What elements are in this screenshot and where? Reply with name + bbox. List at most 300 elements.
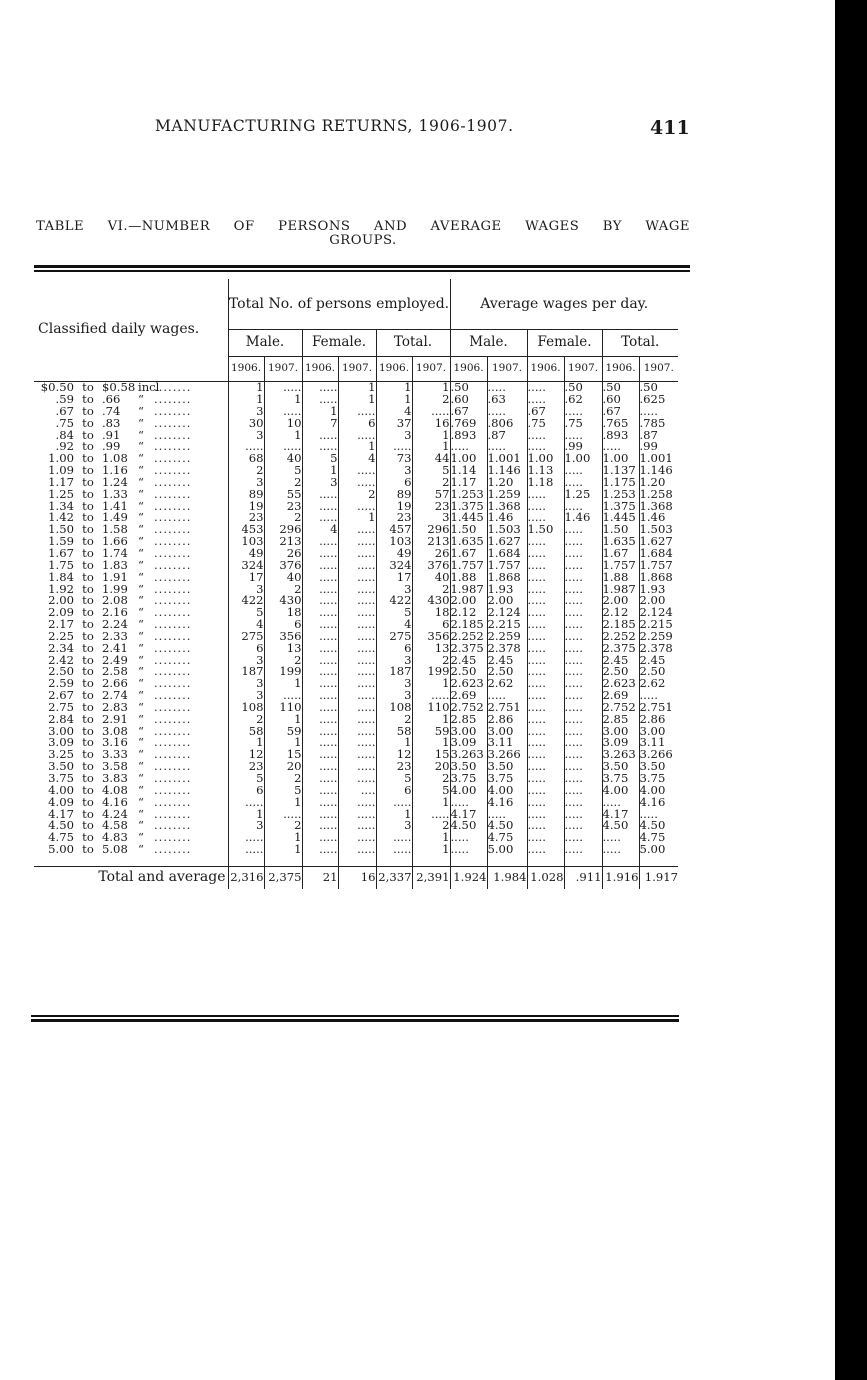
cell-pf6: ..... bbox=[302, 678, 338, 690]
cell-pt6: 73 bbox=[376, 453, 412, 465]
wage-range bbox=[34, 595, 228, 607]
cell-wt7: .50 bbox=[639, 382, 678, 394]
to-word: to bbox=[82, 808, 94, 821]
cell-pf6: ..... bbox=[302, 548, 338, 560]
cell-pt7: 1 bbox=[412, 832, 450, 844]
cell-wm6: .50 bbox=[450, 382, 487, 394]
total-wf6: 1.028 bbox=[527, 866, 564, 889]
wage-range bbox=[34, 785, 228, 797]
cell-pt6: 6 bbox=[376, 643, 412, 655]
to-word: to bbox=[82, 701, 94, 714]
cell-wf7: ..... bbox=[564, 844, 602, 856]
wage-from: 3.09 bbox=[48, 737, 74, 750]
to-word: to bbox=[82, 642, 94, 655]
cell-pf7: ..... bbox=[338, 678, 376, 690]
wage-range bbox=[34, 572, 228, 584]
cell-pf7: .... bbox=[338, 785, 376, 797]
cell-pm7: 23 bbox=[264, 500, 302, 512]
cell-wt7: ..... bbox=[639, 808, 678, 820]
cell-pt6: 89 bbox=[376, 489, 412, 501]
cell-pm6: 89 bbox=[228, 489, 264, 501]
cell-wt7: 3.00 bbox=[639, 725, 678, 737]
cell-wt6: 2.252 bbox=[602, 631, 639, 643]
cell-pf7: ..... bbox=[338, 548, 376, 560]
wage-from: 1.59 bbox=[48, 535, 74, 548]
wage-to: 3.83 bbox=[102, 772, 128, 785]
total-pm6: 2,316 bbox=[228, 866, 264, 889]
cell-wm7: 2.00 bbox=[487, 595, 527, 607]
wage-to: 4.58 bbox=[102, 820, 128, 833]
cell-wm6: 1.00 bbox=[450, 453, 487, 465]
wages-total-header: Total. bbox=[602, 330, 678, 357]
cell-pt6: 6 bbox=[376, 477, 412, 489]
cell-wm6: .67 bbox=[450, 406, 487, 418]
cell-wm7: ..... bbox=[487, 441, 527, 453]
cell-wf6: ..... bbox=[527, 619, 564, 631]
cell-wt7: 1.868 bbox=[639, 572, 678, 584]
spacer-cell bbox=[639, 856, 678, 867]
cell-pm7: 1 bbox=[264, 832, 302, 844]
leader-dots: ........ bbox=[154, 464, 192, 477]
cell-wf7: ..... bbox=[564, 785, 602, 797]
cell-wm7: 1.259 bbox=[487, 489, 527, 501]
to-word: to bbox=[82, 453, 94, 465]
cell-wm7: 3.50 bbox=[487, 761, 527, 773]
spacer-cell bbox=[302, 856, 338, 867]
cell-wm7: 1.001 bbox=[487, 453, 527, 465]
table-row bbox=[34, 666, 678, 678]
cell-wf7: ..... bbox=[564, 773, 602, 785]
wage-range bbox=[34, 560, 228, 572]
cell-pm7: ..... bbox=[264, 690, 302, 702]
spacer-cell bbox=[602, 856, 639, 867]
table-row bbox=[34, 560, 678, 572]
table-row bbox=[34, 441, 678, 453]
year-header: 1906. bbox=[228, 357, 264, 382]
cell-wf7: ..... bbox=[564, 477, 602, 489]
cell-wt7: 3.50 bbox=[639, 761, 678, 773]
to-word: to bbox=[82, 571, 94, 584]
to-word: to bbox=[82, 393, 94, 406]
cell-wm7: 2.378 bbox=[487, 643, 527, 655]
cell-wt7: 1.146 bbox=[639, 465, 678, 477]
cell-pm6: 3 bbox=[228, 678, 264, 690]
ditto-mark: “ bbox=[138, 417, 144, 430]
wage-to: 2.49 bbox=[102, 654, 128, 667]
cell-wf7: ..... bbox=[564, 572, 602, 584]
cell-wt7: 1.93 bbox=[639, 583, 678, 595]
leader-dots: ........ bbox=[154, 630, 192, 643]
wage-from: 2.84 bbox=[48, 713, 74, 726]
year-header: 1906. bbox=[376, 357, 412, 382]
wage-range bbox=[34, 678, 228, 690]
cell-wt6: 2.375 bbox=[602, 643, 639, 655]
cell-wt6: 3.50 bbox=[602, 761, 639, 773]
cell-wm6: ..... bbox=[450, 832, 487, 844]
spacer-cell bbox=[338, 856, 376, 867]
cell-wf7: ..... bbox=[564, 761, 602, 773]
wage-range bbox=[34, 429, 228, 441]
cell-wm6: 1.375 bbox=[450, 500, 487, 512]
cell-pf6: ..... bbox=[302, 429, 338, 441]
table-row bbox=[34, 773, 678, 785]
cell-pm6: 2 bbox=[228, 465, 264, 477]
cell-pt7: 110 bbox=[412, 702, 450, 714]
cell-wt6: 2.752 bbox=[602, 702, 639, 714]
cell-pt7: ..... bbox=[412, 406, 450, 418]
to-word: to bbox=[82, 583, 94, 596]
cell-wm7: 2.751 bbox=[487, 702, 527, 714]
cell-wt6: ..... bbox=[602, 441, 639, 453]
cell-wf6: ..... bbox=[527, 714, 564, 726]
cell-pf6: ..... bbox=[302, 820, 338, 832]
wage-to: 1.74 bbox=[102, 547, 128, 560]
cell-pf6: ..... bbox=[302, 749, 338, 761]
wage-to: 1.58 bbox=[102, 524, 128, 536]
ditto-mark: “ bbox=[138, 618, 144, 631]
cell-wm7: 1.368 bbox=[487, 500, 527, 512]
cell-pf7: ..... bbox=[338, 773, 376, 785]
cell-pm7: ..... bbox=[264, 441, 302, 453]
cell-pf6: ..... bbox=[302, 785, 338, 797]
wage-range bbox=[34, 761, 228, 773]
leader-dots: ........ bbox=[154, 535, 192, 548]
cell-wm6: ..... bbox=[450, 797, 487, 809]
cell-pm7: 5 bbox=[264, 785, 302, 797]
cell-wt7: 1.684 bbox=[639, 548, 678, 560]
wage-range bbox=[34, 737, 228, 749]
cell-pm7: 13 bbox=[264, 643, 302, 655]
cell-wf6: ..... bbox=[527, 797, 564, 809]
cell-wm6: 2.00 bbox=[450, 595, 487, 607]
wage-to: .99 bbox=[102, 441, 121, 454]
cell-pm7: 2 bbox=[264, 583, 302, 595]
cell-wt7: 4.75 bbox=[639, 832, 678, 844]
wage-from: 1.09 bbox=[48, 464, 74, 477]
cell-pt7: 2 bbox=[412, 583, 450, 595]
cell-wf6: ..... bbox=[527, 832, 564, 844]
cell-pt7: ..... bbox=[412, 808, 450, 820]
cell-wt6: ..... bbox=[602, 832, 639, 844]
cell-pt6: 5 bbox=[376, 773, 412, 785]
incl-label: incl bbox=[138, 381, 160, 394]
cell-pf7: ..... bbox=[338, 607, 376, 619]
wage-to: 1.99 bbox=[102, 583, 128, 596]
cell-pm7: 356 bbox=[264, 631, 302, 643]
cell-wt6: .60 bbox=[602, 394, 639, 406]
cell-pm7: 430 bbox=[264, 595, 302, 607]
leader-dots: ........ bbox=[154, 417, 192, 430]
totals-label: Total and average bbox=[34, 866, 228, 889]
cell-wf7: ..... bbox=[564, 548, 602, 560]
wage-to: .83 bbox=[102, 417, 121, 430]
cell-pt7: 40 bbox=[412, 572, 450, 584]
leader-dots: ........ bbox=[154, 737, 192, 750]
ditto-mark: “ bbox=[138, 583, 144, 596]
cell-pf6: ..... bbox=[302, 666, 338, 678]
cell-pt6: 4 bbox=[376, 406, 412, 418]
ditto-mark: “ bbox=[138, 476, 144, 489]
spacer-cell bbox=[376, 856, 412, 867]
cell-pm7: 59 bbox=[264, 725, 302, 737]
cell-pt7: 57 bbox=[412, 489, 450, 501]
leader-dots: ........ bbox=[154, 488, 192, 501]
cell-pm7: 6 bbox=[264, 619, 302, 631]
year-header: 1907. bbox=[264, 357, 302, 382]
wage-to: 1.83 bbox=[102, 559, 128, 572]
cell-pt7: 44 bbox=[412, 453, 450, 465]
table-row bbox=[34, 737, 678, 749]
to-word: to bbox=[82, 843, 94, 856]
to-word: to bbox=[82, 666, 94, 679]
cell-pm7: ..... bbox=[264, 382, 302, 394]
cell-wt6: 1.375 bbox=[602, 500, 639, 512]
leader-dots: ........ bbox=[154, 749, 192, 761]
cell-wm6: 1.50 bbox=[450, 524, 487, 536]
cell-wm6: 4.50 bbox=[450, 820, 487, 832]
running-head: MANUFACTURING RETURNS, 1906-1907. bbox=[155, 117, 514, 135]
cell-wt7: 1.368 bbox=[639, 500, 678, 512]
ditto-mark: “ bbox=[138, 500, 144, 513]
cell-wf7: ..... bbox=[564, 643, 602, 655]
wages-female-header: Female. bbox=[527, 330, 602, 357]
cell-wm7: 1.684 bbox=[487, 548, 527, 560]
ditto-mark: “ bbox=[138, 524, 144, 536]
cell-wf7: ..... bbox=[564, 465, 602, 477]
cell-pm6: 19 bbox=[228, 500, 264, 512]
table-row bbox=[34, 690, 678, 702]
cell-pf7: ..... bbox=[338, 690, 376, 702]
cell-wm7: 1.20 bbox=[487, 477, 527, 489]
wage-from: 1.75 bbox=[48, 559, 74, 572]
cell-pm6: 3 bbox=[228, 429, 264, 441]
spacer-cell bbox=[527, 856, 564, 867]
to-word: to bbox=[82, 607, 94, 619]
cell-pm6: 453 bbox=[228, 524, 264, 536]
table-title-line1: TABLE VI.—NUMBER OF PERSONS AND AVERAGE WAGES BY WAGE bbox=[36, 219, 690, 234]
wage-from: 4.09 bbox=[48, 796, 74, 809]
cell-wt6: 2.623 bbox=[602, 678, 639, 690]
cell-wm7: 2.124 bbox=[487, 607, 527, 619]
cell-pf6: ..... bbox=[302, 560, 338, 572]
cell-pm6: ..... bbox=[228, 844, 264, 856]
total-pt6: 2,337 bbox=[376, 866, 412, 889]
cell-wf6: ..... bbox=[527, 489, 564, 501]
cell-pm6: 275 bbox=[228, 631, 264, 643]
cell-pm6: ..... bbox=[228, 441, 264, 453]
ditto-mark: “ bbox=[138, 464, 144, 477]
cell-pm6: 5 bbox=[228, 773, 264, 785]
cell-wm6: 2.375 bbox=[450, 643, 487, 655]
leader-dots: ........ bbox=[154, 832, 192, 844]
cell-pt7: 6 bbox=[412, 619, 450, 631]
cell-wt6: ..... bbox=[602, 797, 639, 809]
total-pt7: 2,391 bbox=[412, 866, 450, 889]
wage-range bbox=[34, 394, 228, 406]
cell-pf7: ..... bbox=[338, 560, 376, 572]
cell-wf7: ..... bbox=[564, 583, 602, 595]
cell-pm7: 2 bbox=[264, 512, 302, 524]
cell-wm6: 4.00 bbox=[450, 785, 487, 797]
cell-wm7: ..... bbox=[487, 690, 527, 702]
cell-wf7: .50 bbox=[564, 382, 602, 394]
cell-pt6: 275 bbox=[376, 631, 412, 643]
wage-range bbox=[34, 773, 228, 785]
cell-pm7: 213 bbox=[264, 536, 302, 548]
cell-pf7: ..... bbox=[338, 524, 376, 536]
cell-pt7: 13 bbox=[412, 643, 450, 655]
ditto-mark: “ bbox=[138, 559, 144, 572]
cell-wm7: 1.627 bbox=[487, 536, 527, 548]
cell-wm6: 1.635 bbox=[450, 536, 487, 548]
cell-pm7: 296 bbox=[264, 524, 302, 536]
persons-group-header: Total No. of persons employed. bbox=[228, 279, 450, 330]
table-row bbox=[34, 406, 678, 418]
cell-wm6: 3.00 bbox=[450, 725, 487, 737]
cell-wf6: ..... bbox=[527, 595, 564, 607]
bottom-rule-thin bbox=[31, 1015, 679, 1017]
cell-pm6: 30 bbox=[228, 418, 264, 430]
cell-wt7: ..... bbox=[639, 690, 678, 702]
wage-to: 4.24 bbox=[102, 808, 128, 821]
wage-to: 2.83 bbox=[102, 701, 128, 714]
cell-wm6: 1.445 bbox=[450, 512, 487, 524]
ditto-mark: “ bbox=[138, 772, 144, 785]
cell-wt7: 2.45 bbox=[639, 654, 678, 666]
cell-pt6: 457 bbox=[376, 524, 412, 536]
cell-wm7: 4.16 bbox=[487, 797, 527, 809]
leader-dots: ........ bbox=[154, 571, 192, 584]
wage-range bbox=[34, 382, 228, 394]
ditto-mark: “ bbox=[138, 441, 144, 454]
cell-wm6: 2.185 bbox=[450, 619, 487, 631]
wage-to: 2.24 bbox=[102, 618, 128, 631]
cell-pm7: 1 bbox=[264, 394, 302, 406]
cell-wt7: 4.00 bbox=[639, 785, 678, 797]
wage-to: 1.16 bbox=[102, 464, 128, 477]
wage-range bbox=[34, 406, 228, 418]
cell-pm7: ..... bbox=[264, 808, 302, 820]
cell-pm6: 103 bbox=[228, 536, 264, 548]
cell-wm7: 1.757 bbox=[487, 560, 527, 572]
cell-wt6: 2.45 bbox=[602, 654, 639, 666]
cell-wf7: .62 bbox=[564, 394, 602, 406]
to-word: to bbox=[82, 464, 94, 477]
cell-pt7: 1 bbox=[412, 714, 450, 726]
cell-wf7: ..... bbox=[564, 619, 602, 631]
wage-range bbox=[34, 512, 228, 524]
cell-wf7: ..... bbox=[564, 406, 602, 418]
wage-range bbox=[34, 690, 228, 702]
table-row bbox=[34, 489, 678, 501]
wage-from: 1.92 bbox=[48, 583, 74, 596]
wages-table bbox=[34, 279, 678, 889]
cell-wf6: ..... bbox=[527, 583, 564, 595]
wage-to: 3.08 bbox=[102, 725, 128, 738]
cell-wm7: 1.93 bbox=[487, 583, 527, 595]
cell-pm6: 1 bbox=[228, 737, 264, 749]
cell-pf7: 1 bbox=[338, 441, 376, 453]
cell-wt7: 3.75 bbox=[639, 773, 678, 785]
ditto-mark: “ bbox=[138, 737, 144, 750]
cell-pf6: ..... bbox=[302, 489, 338, 501]
cell-pm7: 5 bbox=[264, 465, 302, 477]
cell-wt6: 1.00 bbox=[602, 453, 639, 465]
cell-wf6: 1.13 bbox=[527, 465, 564, 477]
cell-wf6: ..... bbox=[527, 725, 564, 737]
cell-wf6: 1.50 bbox=[527, 524, 564, 536]
to-word: to bbox=[82, 689, 94, 702]
wage-range bbox=[34, 749, 228, 761]
total-wm6: 1.924 bbox=[450, 866, 487, 889]
cell-wf7: ..... bbox=[564, 607, 602, 619]
cell-pm7: 1 bbox=[264, 714, 302, 726]
cell-pm7: 26 bbox=[264, 548, 302, 560]
cell-wf6: .67 bbox=[527, 406, 564, 418]
cell-pt6: 4 bbox=[376, 619, 412, 631]
cell-pt6: ..... bbox=[376, 441, 412, 453]
table-row bbox=[34, 583, 678, 595]
cell-wt6: 1.635 bbox=[602, 536, 639, 548]
table-row bbox=[34, 500, 678, 512]
table-row bbox=[34, 654, 678, 666]
cell-wt7: 2.86 bbox=[639, 714, 678, 726]
cell-wm6: 4.17 bbox=[450, 808, 487, 820]
cell-wt6: 2.12 bbox=[602, 607, 639, 619]
cell-pf6: ..... bbox=[302, 619, 338, 631]
cell-wt7: .785 bbox=[639, 418, 678, 430]
cell-wt6: .50 bbox=[602, 382, 639, 394]
leader-dots: ........ bbox=[154, 820, 192, 833]
leader-dots: ........ bbox=[154, 796, 192, 809]
cell-wm7: 1.868 bbox=[487, 572, 527, 584]
cell-wt6: 3.75 bbox=[602, 773, 639, 785]
wage-to: 2.74 bbox=[102, 689, 128, 702]
cell-wt7: 1.001 bbox=[639, 453, 678, 465]
table-row bbox=[34, 429, 678, 441]
wage-range bbox=[34, 500, 228, 512]
wage-to: 2.08 bbox=[102, 595, 128, 608]
total-wf7: .911 bbox=[564, 866, 602, 889]
to-word: to bbox=[82, 559, 94, 572]
cell-pm6: 3 bbox=[228, 583, 264, 595]
cell-pt6: 23 bbox=[376, 512, 412, 524]
cell-wf6: ..... bbox=[527, 761, 564, 773]
cell-wf7: ..... bbox=[564, 524, 602, 536]
cell-pt6: ..... bbox=[376, 797, 412, 809]
cell-pf6: ..... bbox=[302, 737, 338, 749]
wage-range bbox=[34, 441, 228, 453]
cell-pm6: 3 bbox=[228, 654, 264, 666]
cell-wf6: ..... bbox=[527, 690, 564, 702]
cell-pt6: ..... bbox=[376, 844, 412, 856]
wage-from: 2.67 bbox=[48, 689, 74, 702]
wages-male-header: Male. bbox=[450, 330, 527, 357]
cell-wt6: .765 bbox=[602, 418, 639, 430]
year-header: 1906. bbox=[302, 357, 338, 382]
table-row bbox=[34, 548, 678, 560]
ditto-mark: “ bbox=[138, 488, 144, 501]
cell-pm6: 23 bbox=[228, 512, 264, 524]
cell-wf7: ..... bbox=[564, 678, 602, 690]
leader-dots: ........ bbox=[154, 595, 192, 608]
cell-wf7: ..... bbox=[564, 500, 602, 512]
cell-wt6: 1.175 bbox=[602, 477, 639, 489]
cell-wt7: 2.751 bbox=[639, 702, 678, 714]
cell-wf7: ..... bbox=[564, 702, 602, 714]
cell-pm7: 2 bbox=[264, 654, 302, 666]
cell-wt7: 2.124 bbox=[639, 607, 678, 619]
